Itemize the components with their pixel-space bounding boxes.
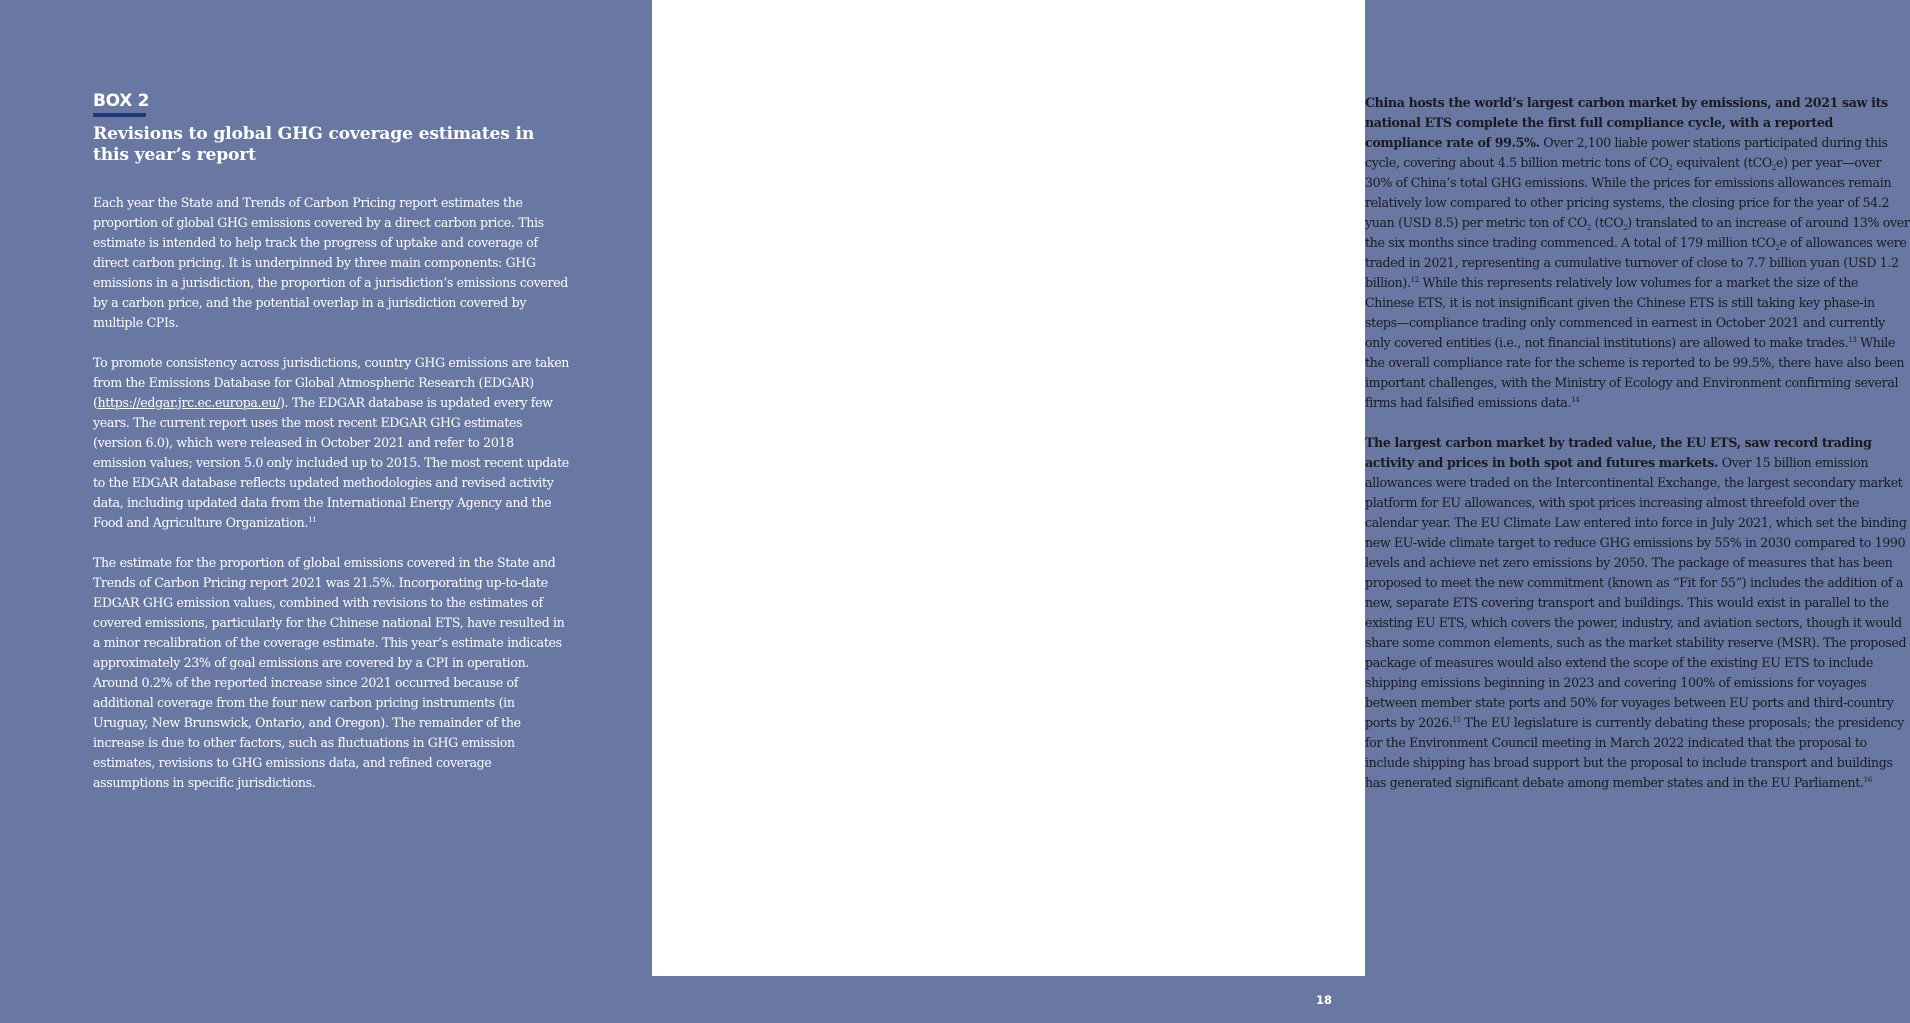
page-number: 18 xyxy=(1315,993,1332,1007)
china-text: e of allowances were traded in 2021, representing a cumulative turnover of close to 7.7 billion yuan (USD 1.2 billion). xyxy=(1365,235,1907,290)
box-paragraph-3: The estimate for the proportion of global emissions covered in the State and Trends of Carbon Pricing report 2021 was 21.5%. Incorporating up-to-date EDGAR GHG emission values, combined with revisions to the estimates of covered emissions, particularly for the Chinese national ETS, have resulted in a minor recalibration of the coverage estimate. This year’s estimate indicates approximately 23% of goal emissions are covered by a CPI in operation. Around 0.2% of the reported increase since 2021 occurred because of additional coverage from the four new carbon pricing instruments (in Uruguay, New Brunswick, Ontario, and Oregon). The remainder of the increase is due to other factors, such as fluctuations in GHG emission estimates, revisions to GHG emissions data, and refined coverage assumptions in specific jurisdictions. xyxy=(93,555,565,790)
box-paragraph-2-text-a: To promote consistency across jurisdictions, country GHG emissions are taken from the Emissions Database for Global Atmospheric Research (EDGAR) ( xyxy=(93,355,570,410)
eu-text: Over 15 billion emission allowances were traded on the Intercontinental Exchange, the largest secondary market platform for EU allowances, with spot prices increasing almost threefold over the calendar year. The EU Climate Law entered into force in July 2021, which set the binding new EU-wide climate target to reduce GHG emissions by 55% in 2030 compared to 1990 levels and achieve net zero emissions by 2050. The package of measures that has been proposed to meet the new commitment (known as “Fit for 55”) includes the addition of a new, separate ETS covering transport and buildings. This would exist in parallel to the existing EU ETS, which covers the power, industry, and aviation sectors, though it would share some common elements, such as the market stability reserve (MSR). The proposed package of measures would also extend the scope of the existing EU ETS to include shipping emissions beginning in 2023 and covering 100% of emissions for voyages between member state ports and 50% for voyages between EU ports and third-country ports by 2026. xyxy=(1365,455,1907,730)
china-lead-sentence: China hosts the world’s largest carbon market by emissions, and 2021 saw its national ETS complete the first full compliance cycle, with a reported compliance rate of 99.5%. xyxy=(1365,95,1888,150)
china-text: equivalent (tCO xyxy=(1672,155,1772,170)
china-text: (tCO xyxy=(1590,215,1624,230)
box-body xyxy=(93,193,570,813)
footnote-marker: 12 xyxy=(1410,276,1419,284)
main-body xyxy=(1365,93,1910,813)
footnote-marker: 16 xyxy=(1863,776,1872,784)
box-panel xyxy=(0,0,652,976)
eu-paragraph xyxy=(1365,433,1910,793)
china-text: e) per year—over 30% of China’s total GHG emissions. While the prices for emissions allowances remain relatively low compared to other pricing systems, the closing price for the year of 54.2 yuan (USD 8.5) per metric ton of CO xyxy=(1365,155,1892,230)
subscript: 2 xyxy=(1771,164,1777,172)
china-text: While the overall compliance rate for the scheme is reported to be 99.5%, there have also been important challenges, with the Ministry of Ecology and Environment confirming several firms had falsified emissions data. xyxy=(1365,335,1905,410)
eu-lead-sentence: The largest carbon market by traded value, the EU ETS, saw record trading activity and prices in both spot and futures markets. xyxy=(1365,435,1872,470)
footnote-marker: 13 xyxy=(1848,336,1857,344)
china-text: Over 2,100 liable power stations participated during this cycle, covering about 4.5 billion metric tons of CO xyxy=(1365,135,1888,170)
subscript: 2 xyxy=(1775,244,1780,252)
eu-text: The EU legislature is currently debating these proposals; the presidency for the Environment Council meeting in March 2022 indicated that the proposal to include shipping has broad support but the proposal to include transport and buildings has generated significant debate among member states and in the EU Parliament. xyxy=(1365,715,1905,790)
china-paragraph xyxy=(1365,93,1910,413)
box-label: BOX 2 xyxy=(93,91,150,111)
box-label-underline xyxy=(93,113,146,117)
footnote-marker: 11 xyxy=(308,516,317,524)
subscript: 2 xyxy=(1668,164,1673,172)
footnote-marker: 15 xyxy=(1452,716,1461,724)
footer-bar xyxy=(0,976,1365,1023)
subscript: 2 xyxy=(1586,224,1591,232)
box-paragraph-2-text-b: ). The EDGAR database is updated every few years. The current report uses the most recent EDGAR GHG estimates (version 6.0), which were released in October 2021 and refer to 2018 emission values; version 5.0 only included up to 2015. The most recent update to the EDGAR database reflects updated methodologies and revised activity data, including updated data from the International Energy Agency and the Food and Agriculture Organization. xyxy=(93,395,569,530)
footnote-marker: 14 xyxy=(1571,396,1580,404)
main-text-column xyxy=(652,0,1910,976)
subscript: 2 xyxy=(1623,224,1628,232)
china-text: ) translated to an increase of around 13% over the six months since trading commenced. A total of 179 million tCO xyxy=(1365,215,1910,250)
box-paragraph-1: Each year the State and Trends of Carbon Pricing report estimates the proportion of global GHG emissions covered by a direct carbon price. This estimate is intended to help track the progress of uptake and coverage of direct carbon pricing. It is underpinned by three main components: GHG emissions in a jurisdiction, the proportion of a jurisdiction’s emissions covered by a carbon price, and the potential overlap in a jurisdiction covered by multiple CPIs. xyxy=(93,195,568,330)
box-paragraph-2 xyxy=(93,353,570,533)
china-text: While this represents relatively low volumes for a market the size of the Chinese ETS, it is not insignificant given the Chinese ETS is still taking key phase-in steps—compliance trading only commenced in earnest in October 2021 and currently only covered entities (i.e., not financial institutions) are allowed to make trades. xyxy=(1365,275,1885,350)
edgar-link[interactable]: https://edgar.jrc.ec.europa.eu/ xyxy=(97,395,280,410)
box-title: Revisions to global GHG coverage estimates in this year’s report xyxy=(93,124,535,165)
